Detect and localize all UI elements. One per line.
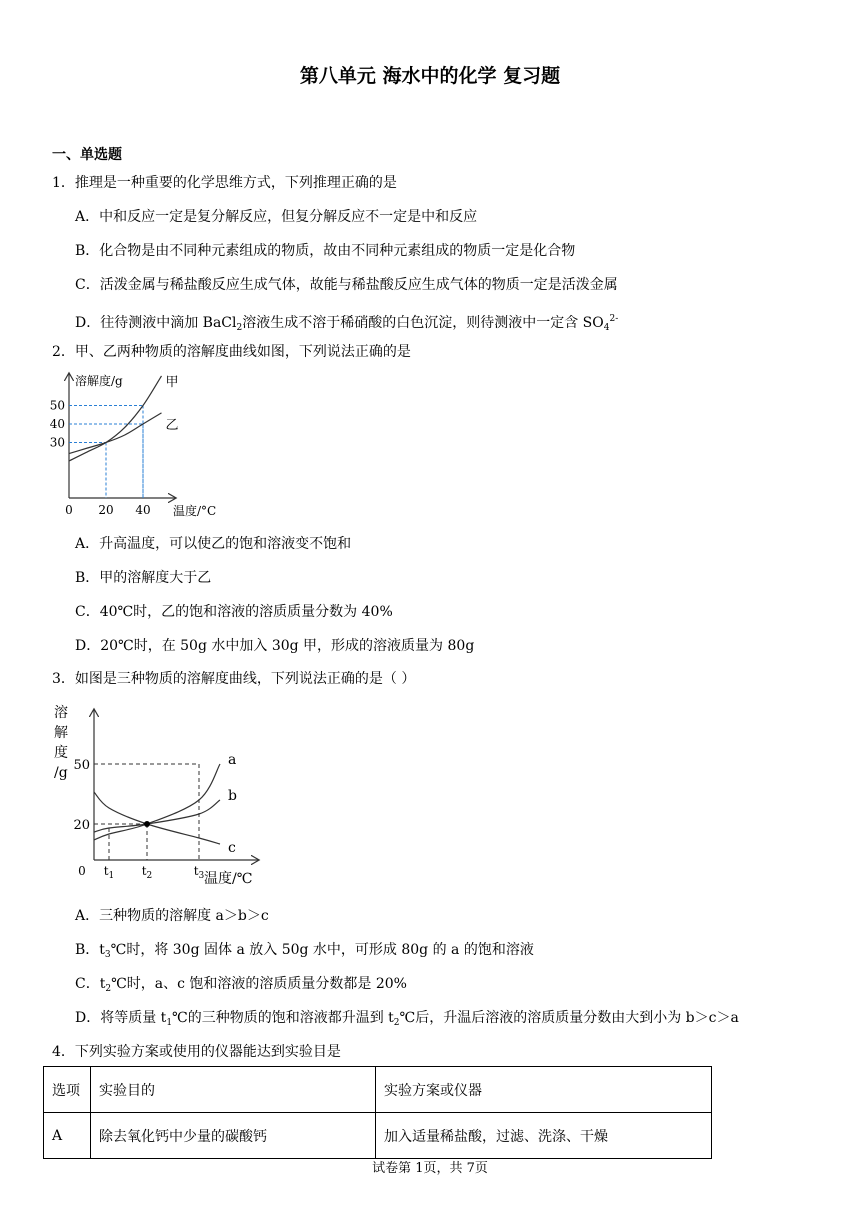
q3-stem: 3．如图是三种物质的溶解度曲线，下列说法正确的是（ ） xyxy=(52,671,416,687)
q2-series-乙 xyxy=(69,413,162,454)
q2-y-tick-label: 50 xyxy=(49,398,65,413)
table-row xyxy=(44,1113,712,1159)
section-heading: 一、单选题 xyxy=(52,147,122,163)
q3-y-axis-label: 解 xyxy=(54,725,68,741)
q2-x-axis-label: 温度/°C xyxy=(173,504,217,518)
q2-y-tick-label: 40 xyxy=(49,417,65,431)
q3-series-c xyxy=(94,792,220,844)
table-cell: 加入适量稀盐酸，过滤、洗涤、干燥 xyxy=(376,1113,712,1159)
q2-y-axis-label: 溶解度/g xyxy=(75,374,123,388)
q3-x-tick-label: $t_2$ xyxy=(141,864,153,881)
q2-stem: 2．甲、乙两种物质的溶解度曲线如图，下列说法正确的是 xyxy=(52,344,411,360)
q3-y-tick-label: 50 xyxy=(73,758,90,773)
q3-option-b: B．$t_3℃$时，将 30g 固体 a 放入 50g 水中，可形成 80g 的 a 的饱和溶液 xyxy=(75,942,534,960)
q1-option-d: D．往待测液中滴加 BaCl$_2$溶液生成不溶于稀硝酸的白色沉淀，则待测液中一定含 $SO_4^{2-}$ xyxy=(75,314,619,333)
q2-solubility-chart xyxy=(45,370,245,520)
q4-options-table xyxy=(43,1066,712,1159)
q2-option-d: D．20℃时，在 50g 水中加入 30g 甲，形成的溶液质量为 80g xyxy=(75,638,475,654)
q3-x-tick-label: $t_1$ xyxy=(103,864,115,881)
q2-option-a: A．升高温度，可以使乙的饱和溶液变不饱和 xyxy=(75,536,352,552)
q3-x-tick-label: $t_3$ xyxy=(193,864,205,881)
q2-y-tick-label: 30 xyxy=(49,435,65,450)
table-header-row xyxy=(44,1067,712,1113)
q3-y-axis-label: 溶 xyxy=(54,705,68,721)
q2-x-tick-label: 20 xyxy=(98,503,114,517)
q3-series-label: b xyxy=(228,788,237,804)
q3-series-label: c xyxy=(228,840,236,856)
q2-x-tick-label: 0 xyxy=(65,503,73,517)
page-title: 第八单元 海水中的化学 复习题 xyxy=(299,65,561,87)
table-cell: A xyxy=(44,1113,91,1159)
table-header-cell: 实验方案或仪器 xyxy=(376,1067,712,1113)
q3-option-c: C．$t_2℃$时，a、c 饱和溶液的溶质质量分数都是 20% xyxy=(75,976,407,994)
q3-y-axis-label: /g xyxy=(54,765,68,781)
q3-series-label: a xyxy=(228,752,237,768)
page-footer: 试卷第 1页，共 7页 xyxy=(372,1161,488,1176)
table-header-cell: 实验目的 xyxy=(91,1067,376,1113)
q3-intersection-point xyxy=(144,821,150,827)
q2-option-b: B．甲的溶解度大于乙 xyxy=(75,570,212,586)
q3-y-tick-label: 20 xyxy=(73,818,90,833)
q3-option-d: D．将等质量 $t_1℃$的三种物质的饱和溶液都升温到 $t_2℃$后，升温后溶液的溶质质量分数由大到小为 b＞c＞a xyxy=(75,1010,739,1028)
q2-series-label: 甲 xyxy=(165,374,179,390)
table-cell: 除去氧化钙中少量的碳酸钙 xyxy=(91,1113,376,1159)
q1-stem: 1．推理是一种重要的化学思维方式，下列推理正确的是 xyxy=(52,175,397,191)
q4-stem: 4．下列实验方案或使用的仪器能达到实验目是 xyxy=(52,1044,341,1060)
q1-option-c: C．活泼金属与稀盐酸反应生成气体，故能与稀盐酸反应生成气体的物质一定是活泼金属 xyxy=(75,277,618,293)
q1-option-a: A．中和反应一定是复分解反应，但复分解反应不一定是中和反应 xyxy=(75,209,478,225)
q3-y-axis-label: 度 xyxy=(54,745,68,761)
q1-option-b: B．化合物是由不同种元素组成的物质，故由不同种元素组成的物质一定是化合物 xyxy=(75,243,576,259)
q3-x-tick-label: 0 xyxy=(78,864,86,878)
q3-x-axis-label: 温度/℃ xyxy=(204,871,253,887)
q3-solubility-chart xyxy=(48,700,263,890)
q2-option-c: C．40℃时，乙的饱和溶液的溶质质量分数为 40% xyxy=(75,604,393,620)
table-header-cell: 选项 xyxy=(44,1067,91,1113)
q2-x-tick-label: 40 xyxy=(135,503,151,517)
q2-series-甲 xyxy=(69,376,162,461)
q3-option-a: A．三种物质的溶解度 a＞b＞c xyxy=(75,908,269,924)
q2-series-label: 乙 xyxy=(165,417,179,433)
q3-series-a xyxy=(94,764,220,840)
